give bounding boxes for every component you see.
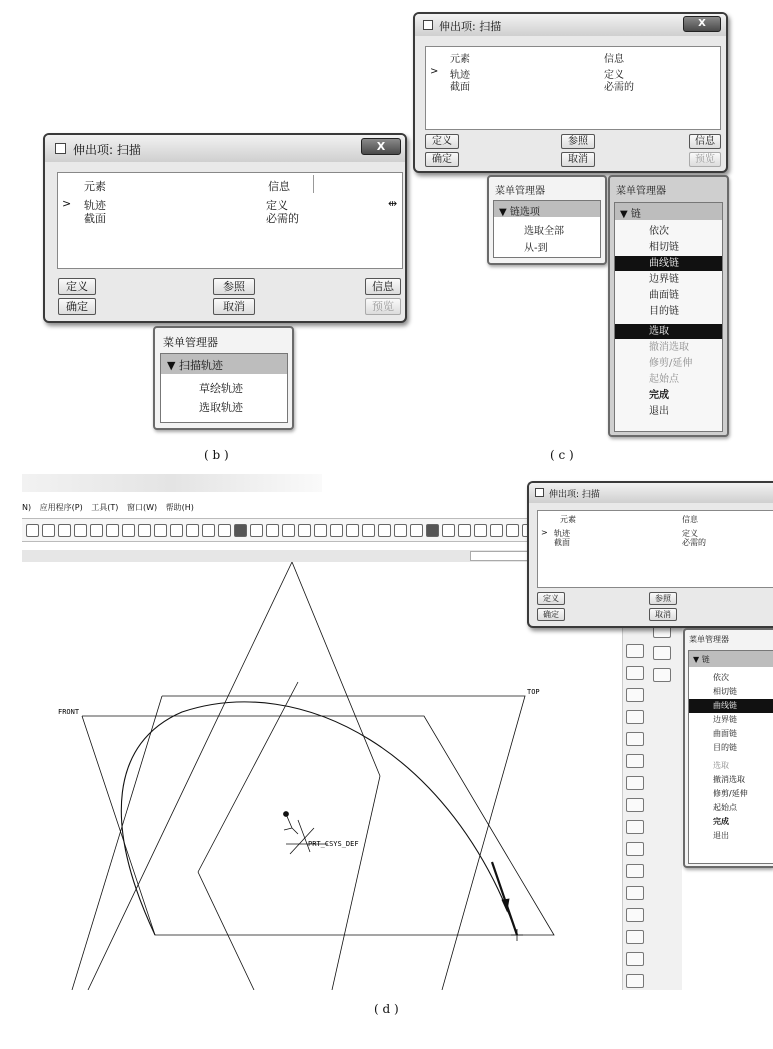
datum-edge <box>88 562 292 990</box>
toolbar-tool-icon[interactable] <box>394 524 407 537</box>
element-table <box>57 172 403 269</box>
window-icon <box>535 488 544 497</box>
menu-item[interactable]: 目的链 <box>713 743 737 752</box>
table-row[interactable] <box>58 197 398 211</box>
toolbar-tool-icon[interactable] <box>202 524 215 537</box>
table-row[interactable] <box>426 78 716 91</box>
toolbar-tool-icon[interactable] <box>282 524 295 537</box>
menu-item[interactable]: 依次 <box>713 673 729 682</box>
cancel-button[interactable]: 取消 <box>649 608 677 621</box>
toolbar-tool-icon[interactable] <box>490 524 503 537</box>
menu-manager-chain <box>608 175 729 437</box>
datum-tool-icon[interactable] <box>653 646 671 660</box>
menu-item[interactable]: 依次 <box>649 226 669 237</box>
preview-button[interactable]: 预览 <box>365 298 401 315</box>
info-button[interactable]: 信息 <box>365 278 401 295</box>
menu-n[interactable]: N) <box>22 503 32 512</box>
toolbar-tool-icon[interactable] <box>90 524 103 537</box>
menu-item[interactable]: 选取 <box>713 761 729 770</box>
toolbar-tool-icon[interactable] <box>346 524 359 537</box>
sketch-tool-icon[interactable] <box>626 732 644 746</box>
menu-item[interactable]: 修剪/延伸 <box>649 358 693 369</box>
menu-manager-title: 菜单管理器 <box>495 186 545 197</box>
menu-manager-title: 菜单管理器 <box>616 186 666 197</box>
toolbar-tool-icon[interactable] <box>122 524 135 537</box>
menu-item[interactable]: 边界链 <box>713 715 737 724</box>
menu-item[interactable]: 起始点 <box>713 803 737 812</box>
front-label: FRONT <box>58 708 80 716</box>
dialog-title: 伸出项: 扫描 <box>73 143 141 157</box>
caption-d: ( d ) <box>374 1002 399 1016</box>
toolbar-tool-icon[interactable] <box>442 524 455 537</box>
toolbar-tool-icon[interactable] <box>474 524 487 537</box>
toolbar-tool-icon[interactable] <box>106 524 119 537</box>
toolbar-tool-icon[interactable] <box>74 524 87 537</box>
sketch-tool-icon[interactable] <box>626 864 644 878</box>
row-info: 必需的 <box>682 538 706 547</box>
row-element: 轨迹 <box>554 529 570 538</box>
toolbar <box>22 518 542 542</box>
toolbar-tool-icon[interactable] <box>58 524 71 537</box>
sweep-trajectory-curve <box>121 702 517 935</box>
menu-help[interactable]: 帮助(H) <box>165 503 194 512</box>
row-info: 定义 <box>682 529 698 538</box>
sketch-tool-icon[interactable] <box>626 930 644 944</box>
menu-box <box>614 202 723 432</box>
menu-item-from-to[interactable]: 从-到 <box>524 243 548 254</box>
toolbar-tool-icon[interactable] <box>138 524 151 537</box>
define-button[interactable]: 定义 <box>425 134 459 149</box>
menu-box <box>493 200 601 258</box>
menu-header-chain[interactable]: ▼ 链 <box>615 203 722 220</box>
menu-header-chain-options[interactable]: ▼ 链选项 <box>494 201 600 217</box>
toolbar-tool-icon[interactable] <box>506 524 519 537</box>
toolbar-tool-icon[interactable] <box>218 524 231 537</box>
dialog-titlebar[interactable] <box>415 14 726 36</box>
menu-item[interactable]: 完成 <box>649 390 669 401</box>
menu-applications[interactable]: 应用程序(P) <box>39 503 83 512</box>
ok-button[interactable]: 确定 <box>537 608 565 621</box>
ok-button[interactable]: 确定 <box>58 298 96 315</box>
trajectory-highlight <box>492 862 517 935</box>
toolbar-tool-icon[interactable] <box>330 524 343 537</box>
menu-item[interactable]: 曲面链 <box>649 290 679 301</box>
menu-item[interactable]: 修剪/延伸 <box>713 789 748 798</box>
element-table <box>425 46 721 130</box>
dialog-titlebar[interactable] <box>45 135 405 162</box>
sketch-tool-icon[interactable] <box>626 644 644 658</box>
extrude-sweep-dialog-d <box>527 481 773 628</box>
menu-item-select-all[interactable]: 选取全部 <box>524 226 564 237</box>
caption-b: ( b ) <box>204 448 229 462</box>
menu-manager-chain-d <box>683 628 773 868</box>
menu-item[interactable]: 撤消选取 <box>713 775 745 784</box>
caption-c: ( c ) <box>550 448 574 462</box>
row-info: 定义 <box>604 70 624 81</box>
window-icon <box>423 20 433 30</box>
dialog-title: 伸出项: 扫描 <box>439 20 502 33</box>
column-header-info: 信息 <box>682 515 698 524</box>
dialog-titlebar[interactable] <box>529 483 773 503</box>
row-element: 轨迹 <box>84 199 106 212</box>
menu-box <box>688 650 773 864</box>
menu-item[interactable]: 曲线链 <box>689 699 773 713</box>
menu-item-sketch-trajectory[interactable]: 草绘轨迹 <box>199 382 243 395</box>
toolbar-tool-icon[interactable] <box>458 524 471 537</box>
row-info: 定义 <box>266 199 288 212</box>
row-element: 截面 <box>554 538 570 547</box>
row-marker: > <box>430 66 439 77</box>
resize-cursor-icon: ⇹ <box>388 197 398 210</box>
toolbar-tool-icon[interactable] <box>234 524 247 537</box>
menu-item-select-trajectory[interactable]: 选取轨迹 <box>199 401 243 414</box>
ok-button[interactable]: 确定 <box>425 152 459 167</box>
menu-item[interactable]: 曲面链 <box>713 729 737 738</box>
row-info: 必需的 <box>266 212 299 225</box>
end-point-icon <box>511 929 523 941</box>
close-button[interactable]: X <box>683 16 721 32</box>
title-strip <box>22 474 322 492</box>
datum-edge <box>198 872 254 990</box>
row-marker: > <box>62 197 72 210</box>
toolbar-tool-icon[interactable] <box>154 524 167 537</box>
datum-edge <box>332 776 380 990</box>
menu-item[interactable]: 完成 <box>713 817 729 826</box>
menu-bar <box>22 502 200 513</box>
sketch-tool-icon[interactable] <box>626 974 644 988</box>
info-button[interactable]: 信息 <box>689 134 721 149</box>
sketch-tool-icon[interactable] <box>626 952 644 966</box>
menu-manager-chain-options <box>487 175 607 265</box>
cancel-button[interactable]: 取消 <box>213 298 255 315</box>
row-element: 轨迹 <box>450 70 470 81</box>
sketch-tool-icon[interactable] <box>626 776 644 790</box>
toolbar-tool-icon[interactable] <box>298 524 311 537</box>
element-table <box>537 510 773 588</box>
window-icon <box>55 143 66 154</box>
menu-box <box>160 353 288 423</box>
menu-item[interactable]: 目的链 <box>649 306 679 317</box>
row-element: 截面 <box>450 82 470 93</box>
column-header-element: 元素 <box>560 515 576 524</box>
toolbar-tool-icon[interactable] <box>26 524 39 537</box>
top-label: TOP <box>527 688 540 696</box>
menu-manager-title: 菜单管理器 <box>689 635 729 644</box>
toolbar-tool-icon[interactable] <box>42 524 55 537</box>
menu-header-chain[interactable]: ▼ 链 <box>689 651 773 667</box>
menu-item[interactable]: 撤消选取 <box>649 342 689 353</box>
header-divider <box>313 175 314 193</box>
toolbar-tool-icon[interactable] <box>266 524 279 537</box>
menu-tools[interactable]: 工具(T) <box>91 503 119 512</box>
menu-item[interactable]: 边界链 <box>649 274 679 285</box>
toolbar-tool-icon[interactable] <box>186 524 199 537</box>
front-datum-plane <box>82 716 554 935</box>
menu-item[interactable]: 退出 <box>649 406 669 417</box>
toolbar-tool-icon[interactable] <box>410 524 423 537</box>
toolbar-tool-icon[interactable] <box>362 524 375 537</box>
toolbar-tool-icon[interactable] <box>314 524 327 537</box>
datum-edge <box>198 682 298 872</box>
menu-manager-sweep-trajectory <box>153 326 294 430</box>
sketch-tool-icon[interactable] <box>626 908 644 922</box>
menu-item[interactable]: 起始点 <box>649 374 679 385</box>
csys-label: PRT_CSYS_DEF <box>308 840 359 848</box>
menu-manager-title: 菜单管理器 <box>163 336 218 349</box>
column-header-info: 信息 <box>268 180 290 193</box>
datum-tool-icon[interactable] <box>653 668 671 682</box>
toolbar-tool-icon[interactable] <box>170 524 183 537</box>
datum-edge <box>292 562 380 776</box>
toolbar-tool-icon[interactable] <box>426 524 439 537</box>
menu-header-sweep-trajectory[interactable]: ▼ 扫描轨迹 <box>161 354 287 374</box>
references-button[interactable]: 参照 <box>561 134 595 149</box>
sketch-tool-icon[interactable] <box>626 842 644 856</box>
menu-item[interactable]: 曲线链 <box>615 256 722 271</box>
dialog-title: 伸出项: 扫描 <box>549 490 600 500</box>
define-button[interactable]: 定义 <box>58 278 96 295</box>
column-header-element: 元素 <box>84 180 106 193</box>
toolbar-tool-icon[interactable] <box>378 524 391 537</box>
row-marker: > <box>541 528 548 537</box>
row-element: 截面 <box>84 212 106 225</box>
extrude-sweep-dialog-b <box>43 133 407 323</box>
table-row[interactable] <box>538 537 773 547</box>
menu-item[interactable]: 相切链 <box>713 687 737 696</box>
sketch-tool-icon[interactable] <box>626 666 644 680</box>
sketch-tool-icon[interactable] <box>626 886 644 900</box>
sketch-tool-icon[interactable] <box>626 710 644 724</box>
menu-item[interactable]: 选取 <box>615 324 722 339</box>
sketch-tool-icon[interactable] <box>626 688 644 702</box>
column-header-element: 元素 <box>450 54 470 65</box>
menu-item[interactable]: 相切链 <box>649 242 679 253</box>
toolbar-tool-icon[interactable] <box>250 524 263 537</box>
close-button[interactable]: X <box>361 138 401 155</box>
sketch-tool-icon[interactable] <box>626 820 644 834</box>
references-button[interactable]: 参照 <box>213 278 255 295</box>
table-row[interactable] <box>58 210 398 224</box>
extrude-sweep-dialog-c <box>413 12 728 173</box>
define-button[interactable]: 定义 <box>537 592 565 605</box>
menu-item[interactable]: 退出 <box>713 831 729 840</box>
cancel-button[interactable]: 取消 <box>561 152 595 167</box>
column-header-info: 信息 <box>604 54 624 65</box>
sketch-tool-icon[interactable] <box>626 754 644 768</box>
sketch-tool-icon[interactable] <box>626 798 644 812</box>
row-info: 必需的 <box>604 82 634 93</box>
top-datum-edge <box>72 696 162 990</box>
references-button[interactable]: 参照 <box>649 592 677 605</box>
preview-button[interactable]: 预览 <box>689 152 721 167</box>
menu-window[interactable]: 窗口(W) <box>126 503 158 512</box>
